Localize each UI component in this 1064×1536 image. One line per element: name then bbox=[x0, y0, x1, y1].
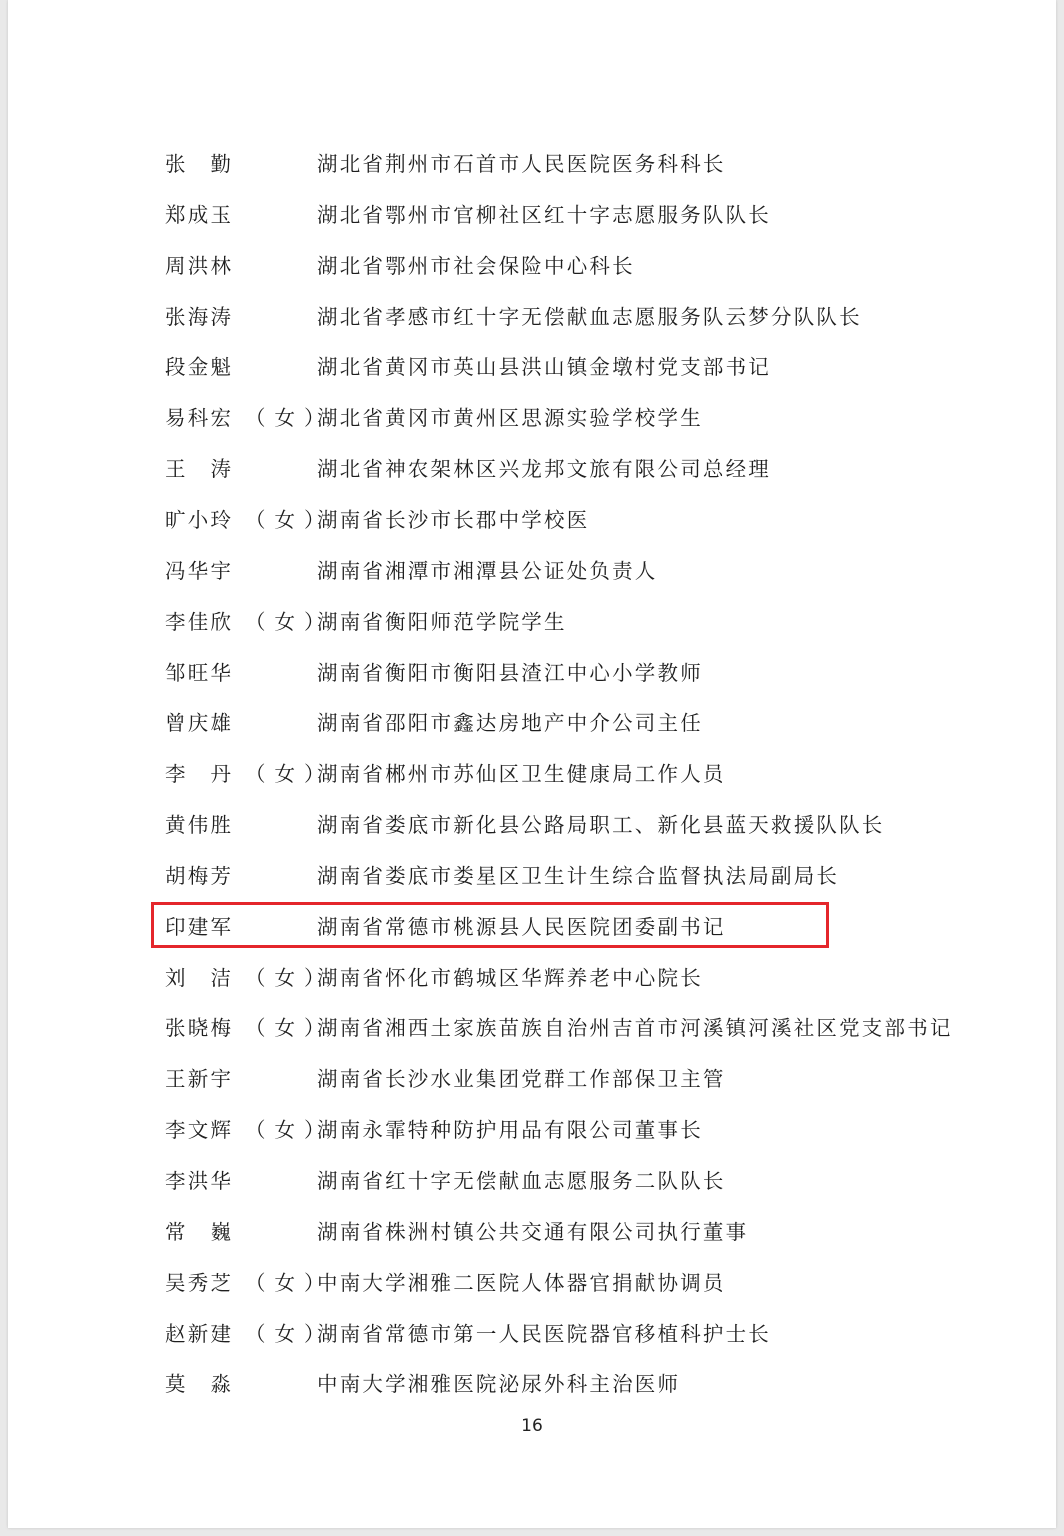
list-item bbox=[8, 292, 1056, 342]
name-character: 刘 bbox=[165, 966, 186, 990]
list-item bbox=[8, 851, 1056, 901]
name-character: 易 bbox=[165, 406, 186, 430]
person-description: 湖南省湘潭市湘潭县公证处负责人 bbox=[317, 559, 658, 583]
gender-note: （女） bbox=[245, 1322, 334, 1346]
name-character: 梅 bbox=[187, 864, 209, 888]
name-character: 莫 bbox=[165, 1372, 186, 1396]
name-character: 庆 bbox=[187, 711, 209, 735]
person-description: 湖南省常德市桃源县人民医院团委副书记 bbox=[317, 915, 726, 939]
list-item bbox=[8, 1156, 1056, 1206]
person-description: 湖南永霏特种防护用品有限公司董事长 bbox=[317, 1118, 703, 1142]
name-character: 玉 bbox=[210, 203, 231, 227]
person-description: 湖北省神农架林区兴龙邦文旅有限公司总经理 bbox=[317, 457, 771, 481]
gender-note: （女） bbox=[245, 1118, 334, 1142]
name-character: 伟 bbox=[187, 813, 209, 837]
person-description: 湖北省鄂州市社会保险中心科长 bbox=[317, 254, 635, 278]
name-character: 魁 bbox=[210, 355, 231, 379]
person-description: 湖南省长沙市长郡中学校医 bbox=[317, 508, 590, 532]
name-character: 洁 bbox=[210, 966, 231, 990]
list-item bbox=[8, 342, 1056, 392]
gender-note: （女） bbox=[245, 1016, 334, 1040]
person-description: 中南大学湘雅医院泌尿外科主治医师 bbox=[317, 1372, 681, 1396]
name-character: 建 bbox=[210, 1322, 231, 1346]
gender-note: （女） bbox=[245, 1271, 334, 1295]
name-character: 王 bbox=[165, 457, 186, 481]
name-character: 李 bbox=[165, 762, 186, 786]
name-character: 华 bbox=[210, 1169, 231, 1193]
list-item bbox=[8, 597, 1056, 647]
name-character: 宇 bbox=[210, 1067, 231, 1091]
person-name bbox=[165, 139, 231, 189]
name-character: 周 bbox=[165, 254, 186, 278]
name-character: 胜 bbox=[210, 813, 231, 837]
person-name bbox=[165, 444, 231, 494]
name-character: 赵 bbox=[165, 1322, 186, 1346]
name-character: 段 bbox=[165, 355, 186, 379]
name-character: 新 bbox=[187, 1067, 209, 1091]
gender-note: （女） bbox=[245, 966, 334, 990]
name-character: 巍 bbox=[210, 1220, 231, 1244]
list-item bbox=[8, 1003, 1056, 1053]
list-item bbox=[8, 241, 1056, 291]
name-character: 金 bbox=[187, 355, 209, 379]
name-character: 王 bbox=[165, 1067, 186, 1091]
person-name bbox=[165, 1359, 231, 1409]
person-description: 湖北省黄冈市黄州区思源实验学校学生 bbox=[317, 406, 703, 430]
person-description: 湖南省常德市第一人民医院器官移植科护士长 bbox=[317, 1322, 771, 1346]
person-name bbox=[165, 190, 231, 240]
name-character: 冯 bbox=[165, 559, 186, 583]
name-character: 华 bbox=[187, 559, 209, 583]
list-item bbox=[8, 190, 1056, 240]
person-description: 湖南省长沙水业集团党群工作部保卫主管 bbox=[317, 1067, 726, 1091]
name-character: 宇 bbox=[210, 559, 231, 583]
person-name bbox=[165, 1156, 231, 1206]
person-description: 湖南省娄底市娄星区卫生计生综合监督执法局副局长 bbox=[317, 864, 840, 888]
person-description: 湖南省邵阳市鑫达房地产中介公司主任 bbox=[317, 711, 703, 735]
name-character: 军 bbox=[210, 915, 231, 939]
person-name bbox=[165, 698, 231, 748]
name-character: 宏 bbox=[210, 406, 231, 430]
gender-note: （女） bbox=[245, 406, 334, 430]
list-item bbox=[8, 953, 1056, 1003]
name-character: 华 bbox=[210, 661, 231, 685]
name-character: 雄 bbox=[210, 711, 231, 735]
person-name bbox=[165, 648, 231, 698]
gender-note: （女） bbox=[245, 508, 334, 532]
red-highlight-box bbox=[151, 902, 829, 948]
list-item bbox=[8, 749, 1056, 799]
name-character: 海 bbox=[187, 305, 209, 329]
name-character: 旺 bbox=[187, 661, 209, 685]
name-character: 建 bbox=[187, 915, 209, 939]
person-name bbox=[165, 241, 231, 291]
name-character: 新 bbox=[187, 1322, 209, 1346]
list-item bbox=[8, 393, 1056, 443]
person-name bbox=[165, 1207, 231, 1257]
name-character: 李 bbox=[165, 1118, 186, 1142]
list-item bbox=[8, 495, 1056, 545]
name-character: 旷 bbox=[165, 508, 186, 532]
name-character: 李 bbox=[165, 1169, 186, 1193]
name-character: 张 bbox=[165, 152, 186, 176]
person-name bbox=[165, 851, 231, 901]
person-name bbox=[165, 1258, 231, 1308]
person-name bbox=[165, 800, 231, 850]
name-character: 欣 bbox=[210, 610, 231, 634]
name-character: 洪 bbox=[187, 1169, 209, 1193]
name-character: 邹 bbox=[165, 661, 186, 685]
list-item bbox=[8, 1309, 1056, 1359]
list-item bbox=[8, 1359, 1056, 1409]
person-description: 湖南省郴州市苏仙区卫生健康局工作人员 bbox=[317, 762, 726, 786]
name-character: 佳 bbox=[187, 610, 209, 634]
name-character: 玲 bbox=[210, 508, 231, 532]
person-name bbox=[165, 749, 231, 799]
person-description: 湖南省怀化市鹤城区华辉养老中心院长 bbox=[317, 966, 703, 990]
person-name bbox=[165, 1003, 231, 1053]
person-name bbox=[165, 1105, 231, 1155]
name-character: 勤 bbox=[210, 152, 231, 176]
list-item bbox=[8, 1105, 1056, 1155]
list-item bbox=[8, 1258, 1056, 1308]
name-character: 郑 bbox=[165, 203, 186, 227]
name-character: 吴 bbox=[165, 1271, 186, 1295]
person-description: 湖北省鄂州市官柳社区红十字志愿服务队队长 bbox=[317, 203, 771, 227]
page-number: 16 bbox=[521, 1416, 543, 1436]
name-character: 晓 bbox=[187, 1016, 209, 1040]
name-character: 常 bbox=[165, 1220, 186, 1244]
person-description: 湖南省红十字无偿献血志愿服务二队队长 bbox=[317, 1169, 726, 1193]
person-description: 湖南省湘西土家族苗族自治州吉首市河溪镇河溪社区党支部书记 bbox=[317, 1016, 953, 1040]
list-item bbox=[8, 1207, 1056, 1257]
name-character: 印 bbox=[165, 915, 186, 939]
name-character: 丹 bbox=[210, 762, 231, 786]
person-description: 湖南省衡阳市衡阳县渣江中心小学教师 bbox=[317, 661, 703, 685]
name-character: 涛 bbox=[210, 457, 231, 481]
person-name bbox=[165, 292, 231, 342]
name-character: 科 bbox=[187, 406, 209, 430]
person-description: 湖北省黄冈市英山县洪山镇金墩村党支部书记 bbox=[317, 355, 771, 379]
list-item bbox=[8, 139, 1056, 189]
name-character: 成 bbox=[187, 203, 209, 227]
name-character: 小 bbox=[187, 508, 209, 532]
name-character: 张 bbox=[165, 305, 186, 329]
person-name bbox=[165, 1309, 231, 1359]
name-character: 林 bbox=[210, 254, 231, 278]
list-item bbox=[8, 648, 1056, 698]
gender-note: （女） bbox=[245, 610, 334, 634]
name-character: 文 bbox=[187, 1118, 209, 1142]
name-character: 秀 bbox=[187, 1271, 209, 1295]
list-item bbox=[8, 800, 1056, 850]
person-name bbox=[165, 1054, 231, 1104]
list-item bbox=[8, 444, 1056, 494]
name-character: 胡 bbox=[165, 864, 186, 888]
list-item bbox=[8, 698, 1056, 748]
person-name bbox=[165, 546, 231, 596]
name-character: 张 bbox=[165, 1016, 186, 1040]
person-name bbox=[165, 393, 231, 443]
list-item bbox=[8, 546, 1056, 596]
name-character: 涛 bbox=[210, 305, 231, 329]
name-character: 芳 bbox=[210, 864, 231, 888]
person-name bbox=[165, 342, 231, 392]
gender-note: （女） bbox=[245, 762, 334, 786]
person-name bbox=[165, 495, 231, 545]
person-name bbox=[165, 953, 231, 1003]
person-description: 湖南省衡阳师范学院学生 bbox=[317, 610, 567, 634]
document-page bbox=[8, 0, 1056, 1528]
name-character: 洪 bbox=[187, 254, 209, 278]
person-description: 湖北省孝感市红十字无偿献血志愿服务队云梦分队队长 bbox=[317, 305, 862, 329]
person-description: 湖南省株洲村镇公共交通有限公司执行董事 bbox=[317, 1220, 749, 1244]
name-character: 李 bbox=[165, 610, 186, 634]
person-description: 湖北省荆州市石首市人民医院医务科科长 bbox=[317, 152, 726, 176]
name-character: 曾 bbox=[165, 711, 186, 735]
name-character: 梅 bbox=[210, 1016, 231, 1040]
name-character: 淼 bbox=[210, 1372, 231, 1396]
person-description: 中南大学湘雅二医院人体器官捐献协调员 bbox=[317, 1271, 726, 1295]
name-character: 辉 bbox=[210, 1118, 231, 1142]
person-name bbox=[165, 597, 231, 647]
name-character: 黄 bbox=[165, 813, 186, 837]
person-description: 湖南省娄底市新化县公路局职工、新化县蓝天救援队队长 bbox=[317, 813, 885, 837]
list-item bbox=[8, 1054, 1056, 1104]
name-character: 芝 bbox=[210, 1271, 231, 1295]
